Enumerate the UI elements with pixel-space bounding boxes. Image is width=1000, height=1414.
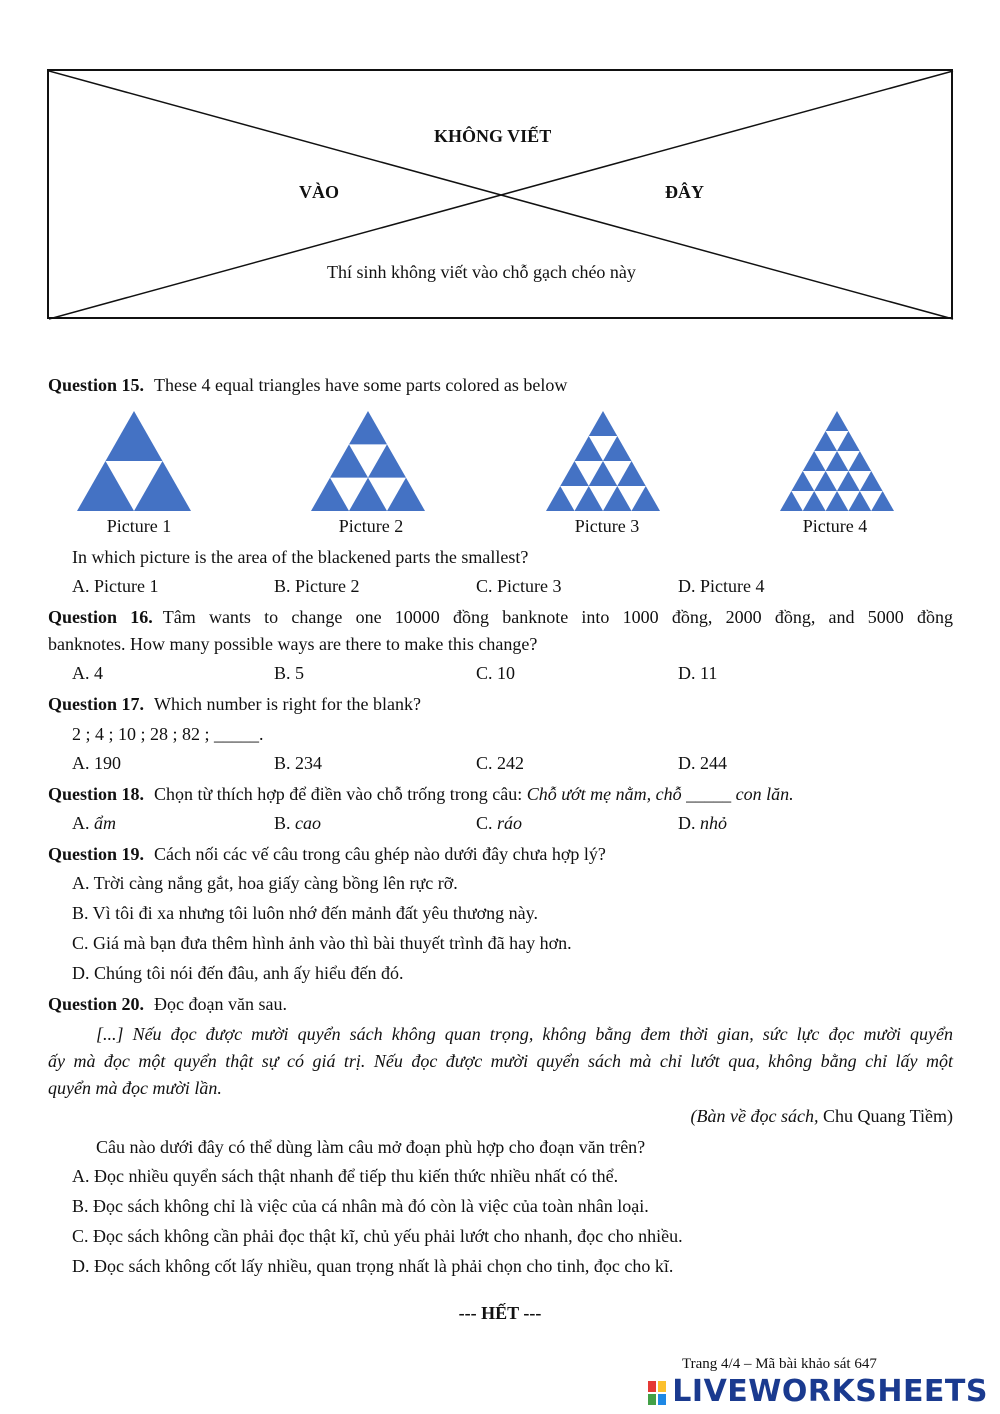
question-label: Question 16. (48, 607, 153, 627)
proverb-quote: Chỗ ướt mẹ nằm, chỗ _____ con lăn. (526, 784, 794, 804)
q16-option-c[interactable]: C. 10 (476, 663, 516, 683)
q18-option-d[interactable]: D. nhỏ (678, 813, 727, 833)
colored-sub-triangle (632, 486, 661, 511)
question-16-line2: banknotes. How many possible ways are there to make this change? (48, 634, 538, 654)
end-mark: --- HẾT --- (458, 1303, 542, 1323)
q19-option-d[interactable]: D. Chúng tôi nói đến đâu, anh ấy hiểu đến đó. (72, 963, 404, 983)
q20-option-c[interactable]: C. Đọc sách không cần phải đọc thật kĩ, chủ yếu phải lướt cho nhanh, đọc cho nhiều. (72, 1226, 683, 1246)
colored-sub-triangle (848, 491, 871, 511)
colored-sub-triangle (368, 444, 406, 477)
colored-sub-triangle (589, 461, 618, 486)
q20-option-a[interactable]: A. Đọc nhiều quyển sách thật nhanh để tiếp thu kiến thức nhiều nhất có thể. (72, 1166, 619, 1186)
question-15 (48, 374, 954, 396)
question-16 (48, 606, 953, 628)
passage-source (691, 1106, 953, 1127)
colored-sub-triangle (603, 436, 632, 461)
q20-option-d[interactable]: D. Đọc sách không cốt lấy nhiều, quan trọng nhất là phải chọn cho tinh, đọc cho kĩ. (72, 1256, 674, 1276)
brand-text: LIVEWORKSHEETS (672, 1374, 988, 1409)
colored-sub-triangle (617, 461, 646, 486)
colored-sub-triangle (603, 486, 632, 511)
colored-sub-triangle (803, 491, 826, 511)
q15-option-b[interactable]: B. Picture 2 (274, 576, 360, 596)
cross-lines (49, 71, 955, 321)
colored-sub-triangle (826, 411, 849, 431)
picture-4-triangle (780, 411, 894, 511)
colored-sub-triangle (826, 451, 849, 471)
colored-sub-triangle (837, 471, 860, 491)
number-sequence: 2 ; 4 ; 10 ; 28 ; 82 ; _____. (72, 724, 264, 744)
question-15-sub: In which picture is the area of the blackened parts the smallest? (72, 547, 529, 567)
colored-sub-triangle (589, 411, 618, 436)
box-left-word: VÀO (299, 182, 339, 202)
q18-option-b[interactable]: B. cao (274, 813, 322, 833)
question-text: Tâm wants to change one 10000 đồng banknote into 1000 đồng, 2000 đồng, and 5000 đồng (162, 607, 953, 627)
picture-1-triangle (77, 411, 191, 511)
q16-option-d[interactable]: D. 11 (678, 663, 718, 683)
colored-sub-triangle (575, 486, 604, 511)
q18-option-c[interactable]: C. ráo (476, 813, 523, 833)
colored-sub-triangle (803, 451, 826, 471)
q19-option-b[interactable]: B. Vì tôi đi xa nhưng tôi luôn nhớ đến mảnh đất yêu thương này. (72, 903, 539, 923)
picture-4-label: Picture 4 (802, 516, 868, 536)
picture-2-triangle (311, 411, 425, 511)
question-20-prompt: Câu nào dưới đây có thể dùng làm câu mở đoạn phù hợp cho đoạn văn trên? (96, 1137, 646, 1157)
source-author: Chu Quang Tiềm) (822, 1106, 953, 1126)
box-heading: KHÔNG VIẾT (434, 126, 552, 146)
q17-option-c[interactable]: C. 242 (476, 753, 525, 773)
q15-option-c[interactable]: C. Picture 3 (476, 576, 562, 596)
colored-sub-triangle (134, 461, 191, 511)
brand-logo (648, 1374, 988, 1409)
source-title: (Bàn về đọc sách, (690, 1106, 819, 1126)
question-label: Question 15. (48, 375, 145, 395)
q17-option-a[interactable]: A. 190 (72, 753, 121, 773)
q19-option-a[interactable]: A. Trời càng nắng gắt, hoa giấy càng bồng lên rực rỡ. (72, 873, 458, 893)
q17-option-b[interactable]: B. 234 (274, 753, 323, 773)
page-footer: Trang 4/4 – Mã bài khảo sát 647 (682, 1356, 877, 1372)
colored-sub-triangle (814, 431, 837, 451)
question-19 (48, 843, 954, 865)
q18-option-a[interactable]: A. ẩm (72, 813, 116, 833)
question-17 (48, 693, 954, 715)
question-20 (48, 993, 954, 1015)
q19-option-c[interactable]: C. Giá mà bạn đưa thêm hình ảnh vào thì bài thuyết trình đã hay hơn. (72, 933, 572, 953)
question-text: Đọc đoạn văn sau. (154, 994, 287, 1014)
q15-option-a[interactable]: A. Picture 1 (72, 576, 159, 596)
question-18 (48, 783, 954, 805)
q16-option-a[interactable]: A. 4 (72, 663, 103, 683)
q15-option-d[interactable]: D. Picture 4 (678, 576, 765, 596)
colored-sub-triangle (791, 471, 814, 491)
passage-line-2: ấy mà đọc một quyển thật sự có giá trị. Nếu đọc được mười quyển sách mà chỉ lướt qua, không bằng chỉ lấy một (48, 1051, 953, 1071)
question-label: Question 20. (48, 994, 145, 1014)
q16-option-b[interactable]: B. 5 (274, 663, 305, 683)
question-label: Question 17. (48, 694, 145, 714)
colored-sub-triangle (780, 491, 803, 511)
question-text: Which number is right for the blank? (154, 694, 421, 714)
colored-sub-triangle (848, 451, 871, 471)
q20-option-b[interactable]: B. Đọc sách không chỉ là việc của cá nhân mà đó còn là việc của toàn nhân loại. (72, 1196, 649, 1216)
colored-sub-triangle (560, 461, 589, 486)
picture-3-label: Picture 3 (574, 516, 640, 536)
question-text: Cách nối các vế câu trong câu ghép nào dưới đây chưa hợp lý? (154, 844, 606, 864)
colored-sub-triangle (575, 436, 604, 461)
picture-2-label: Picture 2 (338, 516, 404, 536)
triangle-pictures (0, 405, 1000, 517)
picture-1-label: Picture 1 (106, 516, 172, 536)
q17-option-d[interactable]: D. 244 (678, 753, 727, 773)
question-label: Question 18. (48, 784, 145, 804)
colored-sub-triangle (860, 471, 883, 491)
question-text: These 4 equal triangles have some parts colored as below (154, 375, 568, 395)
liveworksheets-icon (648, 1381, 668, 1405)
colored-sub-triangle (826, 491, 849, 511)
colored-sub-triangle (330, 444, 368, 477)
colored-sub-triangle (387, 478, 425, 511)
passage-line-1: [...] Nếu đọc được mười quyển sách không quan trọng, không bằng đem thời gian, sức lực đọc mười quyển (96, 1024, 953, 1044)
no-write-box (47, 69, 953, 319)
colored-sub-triangle (546, 486, 575, 511)
box-note: Thí sinh không viết vào chỗ gạch chéo này (327, 262, 636, 282)
colored-sub-triangle (814, 471, 837, 491)
picture-3-triangle (546, 411, 660, 511)
colored-sub-triangle (77, 461, 134, 511)
colored-sub-triangle (311, 478, 349, 511)
colored-sub-triangle (349, 478, 387, 511)
colored-sub-triangle (871, 491, 894, 511)
colored-sub-triangle (106, 411, 163, 461)
colored-sub-triangle (837, 431, 860, 451)
box-right-word: ĐÂY (665, 182, 704, 202)
colored-sub-triangle (349, 411, 387, 444)
passage-line-3: quyển mà đọc mười lần. (48, 1078, 222, 1098)
question-text: Chọn từ thích hợp để điền vào chỗ trống trong câu: (154, 784, 523, 804)
question-label: Question 19. (48, 844, 145, 864)
